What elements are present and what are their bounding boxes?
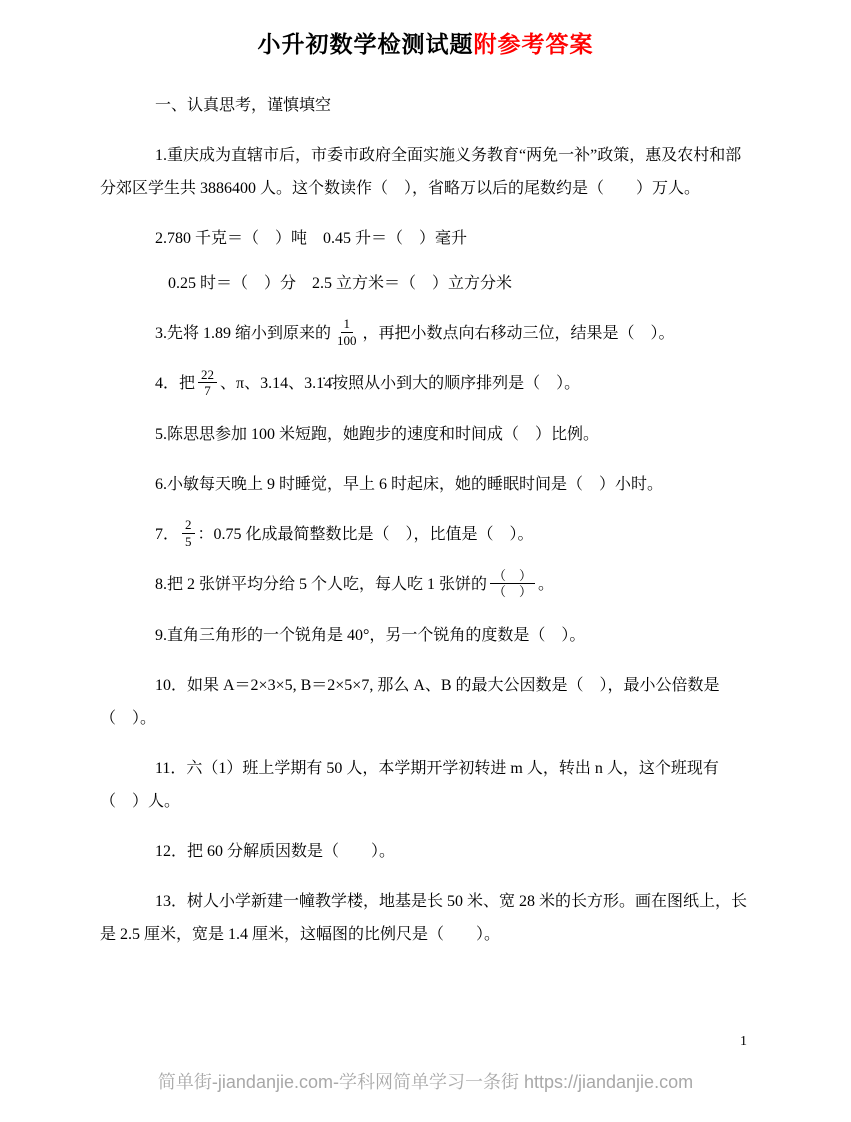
fraction-denominator: （ ） bbox=[493, 584, 533, 600]
question-10: 10．如果 A＝2×3×5, B＝2×5×7, 那么 A、B 的最大公因数是（ ），最小公倍数是（ ）。 bbox=[100, 676, 720, 727]
question-13: 13．树人小学新建一幢教学楼，地基是长 50 米、宽 28 米的长方形。画在图纸上，长是 2.5 厘米，宽是 1.4 厘米，这幅图的比例尺是（ ）。 bbox=[100, 892, 748, 943]
question-1: 1.重庆成为直辖市后，市委市政府全面实施义务教育“两免一补”政策，惠及农村和部分郊区学生共 3886400 人。这个数读作（ ），省略万以后的尾数约是（ ）万人。 bbox=[100, 147, 742, 197]
fraction bbox=[490, 568, 535, 600]
fraction bbox=[182, 517, 195, 549]
question-7: 7． $\frac{2}{5}$ ：0.75 化成最简整数比是（ ），比值是（ ）。 bbox=[155, 517, 534, 549]
section-heading: 一、认真思考，谨慎填空 bbox=[155, 97, 332, 114]
fraction bbox=[198, 367, 217, 399]
page-number: 1 bbox=[740, 1034, 747, 1049]
questions-list bbox=[100, 139, 751, 951]
fraction-numerator: 2 bbox=[182, 517, 195, 534]
document-title bbox=[100, 26, 751, 59]
question-8: 8.把 2 张饼平均分给 5 个人吃，每人吃 1 张饼的 $\frac{( )}{( )}$ 。 bbox=[155, 567, 555, 600]
question-2b: 0.25 时＝（ ）分 2.5 立方米＝（ ）立方分米 bbox=[168, 275, 513, 292]
question-5: 5.陈思思参加 100 米短跑，她跑步的速度和时间成（ ）比例。 bbox=[155, 425, 600, 443]
fraction-numerator: 22 bbox=[198, 367, 217, 384]
fraction-numerator: （ ） bbox=[490, 568, 535, 585]
question-11: 11．六（1）班上学期有 50 人，本学期开学初转进 m 人，转出 n 人，这个班现有（ ）人。 bbox=[100, 759, 719, 810]
question-6: 6.小敏每天晚上 9 时睡觉，早上 6 时起床，她的睡眠时间是（ ）小时。 bbox=[155, 475, 664, 493]
fraction-denominator: 100 bbox=[337, 332, 357, 348]
title-main: 小升初数学检测试题 bbox=[257, 32, 474, 57]
fraction-denominator: 5 bbox=[185, 533, 192, 549]
title-answers-suffix: 附参考答案 bbox=[473, 32, 594, 57]
fraction-numerator: 1 bbox=[341, 316, 354, 333]
footer-watermark: 简单街-jiandanjie.com-学科网简单学习一条街 https://jiandanjie.com bbox=[157, 1072, 694, 1092]
question-4: 4．把 $\frac{22}{7}$ 、π、3.14、3.1̇4̇按照从小到大的顺序排列是（ ）。 bbox=[155, 366, 581, 399]
question-2: 2.780 千克＝（ ）吨 0.45 升＝（ ）毫升 bbox=[155, 230, 468, 247]
fraction bbox=[334, 316, 360, 348]
fraction-denominator: 7 bbox=[204, 383, 211, 399]
question-9: 9.直角三角形的一个锐角是 40°，另一个锐角的度数是（ ）。 bbox=[155, 626, 586, 644]
question-12: 12．把 60 分解质因数是（ ）。 bbox=[155, 842, 396, 860]
question-3: 3.先将 1.89 缩小到原来的 $\frac{1}{100}$ ，再把小数点向右移动三位，结果是（ ）。 bbox=[155, 316, 675, 348]
